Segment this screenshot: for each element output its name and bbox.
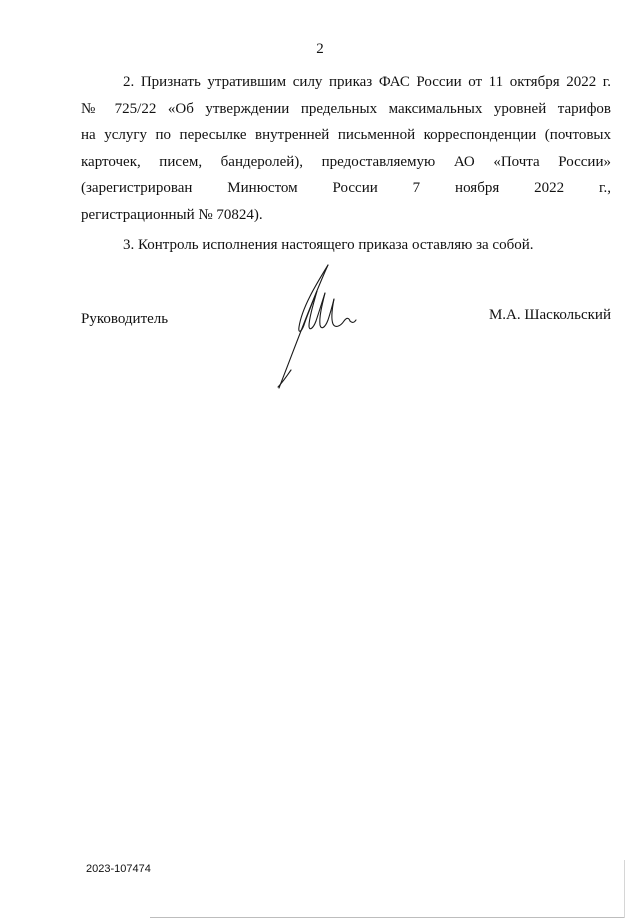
paragraph-2-line-3: на услугу по пересылке внутренней письменной корреспонденции (почтовых xyxy=(81,127,611,143)
signatory-title: Руководитель xyxy=(81,311,169,327)
page-number: 2 xyxy=(316,41,324,57)
paragraph-2 xyxy=(81,69,611,228)
paragraph-2-line-1: 2. Признать утратившим силу приказ ФАС России от 11 октября 2022 г. xyxy=(123,74,611,90)
paragraph-2-line-5: (зарегистрирован Минюстом России 7 ноября 2022 г., xyxy=(81,180,611,196)
scan-edge-right xyxy=(624,860,625,918)
paragraph-2-line-4: карточек, писем, бандеролей), предоставляемую АО «Почта России» xyxy=(81,153,611,170)
signatory-name: М.А. Шаскольский xyxy=(488,307,611,323)
paragraph-3: 3. Контроль исполнения настоящего приказа оставляю за собой. xyxy=(123,237,534,253)
document-code: 2023-107474 xyxy=(86,863,151,875)
paragraph-2-line-2: № 725/22 «Об утверждении предельных максимальных уровней тарифов xyxy=(81,100,611,117)
paragraph-2-line-6: регистрационный № 70824). xyxy=(81,206,263,223)
handwritten-signature xyxy=(270,255,370,395)
scan-edge-bottom xyxy=(150,917,625,918)
